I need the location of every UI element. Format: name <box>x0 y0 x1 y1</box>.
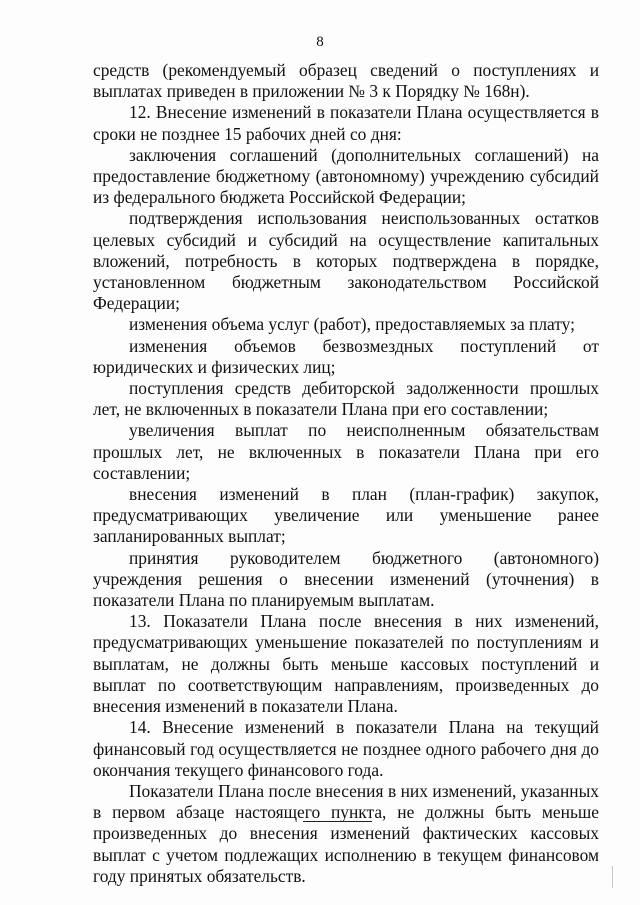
paragraph-item-head-decision: принятия руководителем бюджетного (автономного) учреждения решения о внесении изменений (уточнения) в показатели Плана по планируемым выплатам. <box>93 547 599 611</box>
paragraph-item-receivables: поступления средств дебиторской задолженности прошлых лет, не включенных в показатели Плана при его составлении; <box>93 378 599 420</box>
paragraph-clause-14: 14. Внесение изменений в показатели Плана на текущий финансовый год осуществляется не позднее одного рабочего дня до окончания текущего финансового года. <box>93 717 599 780</box>
document-body <box>93 60 599 887</box>
paragraph-item-unfulfilled-obligations: увеличения выплат по неисполненным обязательствам прошлых лет, не включенных в показатели Плана при его составлении; <box>93 420 599 483</box>
page-number: 8 <box>316 34 324 50</box>
paragraph-item-agreements: заключения соглашений (дополнительных соглашений) на предоставление бюджетному (автономному) учреждению субсидий из федерального бюджета Российской Федерации; <box>93 144 599 208</box>
paragraph-clause-12: 12. Внесение изменений в показатели Плана осуществляется в сроки не позднее 15 рабочих дней со дня: <box>93 102 599 144</box>
paragraph-clause-14-second: Показатели Плана после внесения в них изменений, указанных в первом абзаце настоящего пункта, не должны быть меньше произведенных до внесения изменений фактических кассовых выплат с учетом подлежащих исполнению в текущем финансовом году принятых обязательств. <box>93 780 599 886</box>
paragraph-item-gratuitous-receipts: изменения объемов безвозмездных поступлений от юридических и физических лиц; <box>93 335 599 377</box>
end-divider <box>303 821 372 822</box>
scan-artifact-line <box>612 866 613 888</box>
paragraph-item-subsidy-balances: подтверждения использования неиспользованных остатков целевых субсидий и субсидий на осуществление капитальных вложений, потребность в которых подтверждена в порядке, установленном бюджетным законодательством Российской Федерации; <box>93 208 599 314</box>
paragraph-clause-13: 13. Показатели Плана после внесения в них изменений, предусматривающих уменьшение показателей по поступлениям и выплатам, не должны быть меньше кассовых поступлений и выплат по соответствующим направлениям, произведенных до внесения изменений в показатели Плана. <box>93 611 599 717</box>
paragraph-item-procurement-plan: внесения изменений в план (план-график) закупок, предусматривающих увеличение или уменьшение ранее запланированных выплат; <box>93 484 599 547</box>
paragraph-continuation: средств (рекомендуемый образец сведений о поступлениях и выплатах приведен в приложении № 3 к Порядку № 168н). <box>93 60 599 102</box>
paragraph-item-paid-services: изменения объема услуг (работ), предоставляемых за плату; <box>129 314 575 335</box>
